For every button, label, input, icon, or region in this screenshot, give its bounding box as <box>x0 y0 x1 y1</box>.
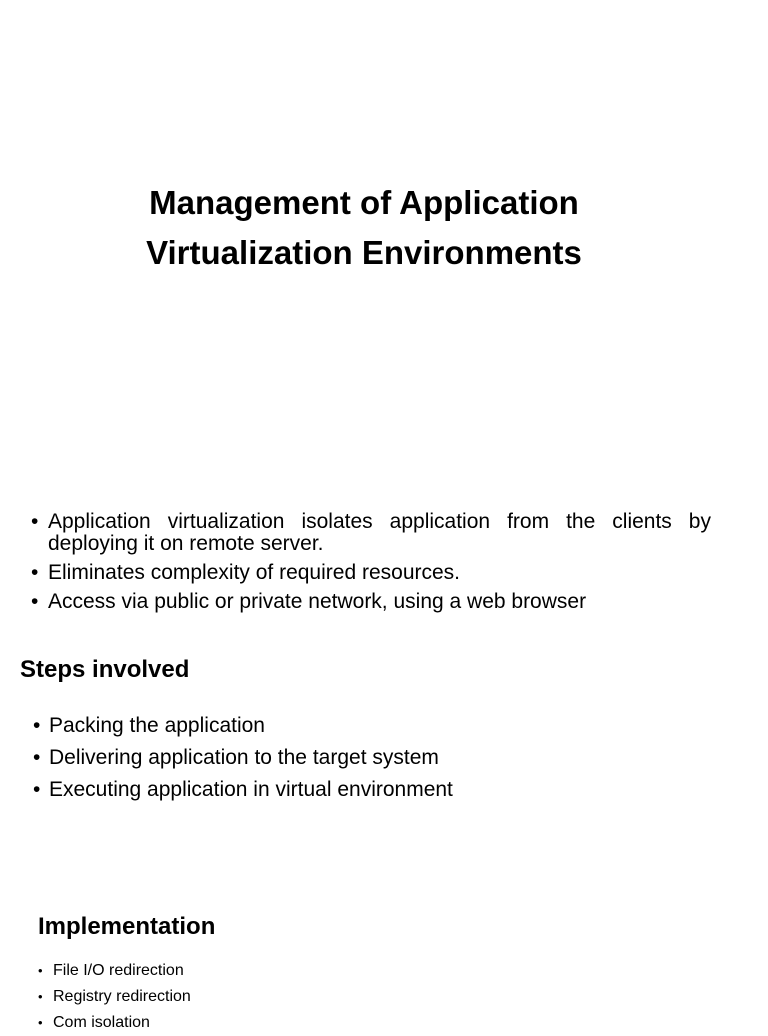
list-item-text: Packing the application <box>49 714 265 737</box>
bullet-icon: • <box>33 714 41 737</box>
list-item <box>38 958 718 984</box>
bullet-icon: • <box>38 1015 43 1030</box>
list-item <box>33 710 713 742</box>
bullet-icon: • <box>33 746 41 769</box>
list-item <box>38 984 718 1010</box>
list-item-text: Executing application in virtual environment <box>49 778 453 801</box>
list-item-text: Access via public or private network, using a web browser <box>48 590 587 613</box>
steps-heading: Steps involved <box>20 656 190 683</box>
intro-bullet-list <box>31 511 711 620</box>
list-item-text: Registry redirection <box>53 988 191 1005</box>
list-item-text: Com isolation <box>53 1014 150 1031</box>
list-item-text: File I/O redirection <box>53 962 184 979</box>
list-item <box>31 591 711 613</box>
bullet-icon: • <box>38 989 43 1004</box>
list-item <box>33 742 713 774</box>
list-item <box>31 562 711 584</box>
list-item <box>31 511 711 555</box>
title-line-1: Management of Application <box>149 184 579 221</box>
page-title <box>0 178 728 278</box>
bullet-icon: • <box>31 561 39 584</box>
list-item <box>33 774 713 806</box>
bullet-icon: • <box>31 510 39 533</box>
bullet-icon: • <box>38 963 43 978</box>
implementation-heading: Implementation <box>38 913 216 940</box>
steps-list <box>33 710 713 806</box>
bullet-icon: • <box>31 590 39 613</box>
implementation-list <box>38 958 718 1036</box>
list-item-text: Eliminates complexity of required resources. <box>48 561 461 584</box>
title-line-2: Virtualization Environments <box>146 234 582 271</box>
bullet-icon: • <box>33 778 41 801</box>
list-item-text: Delivering application to the target system <box>49 746 439 769</box>
list-item-text: Application virtualization isolates application from the clients by deploying it on remote server. <box>48 510 711 555</box>
list-item <box>38 1010 718 1036</box>
